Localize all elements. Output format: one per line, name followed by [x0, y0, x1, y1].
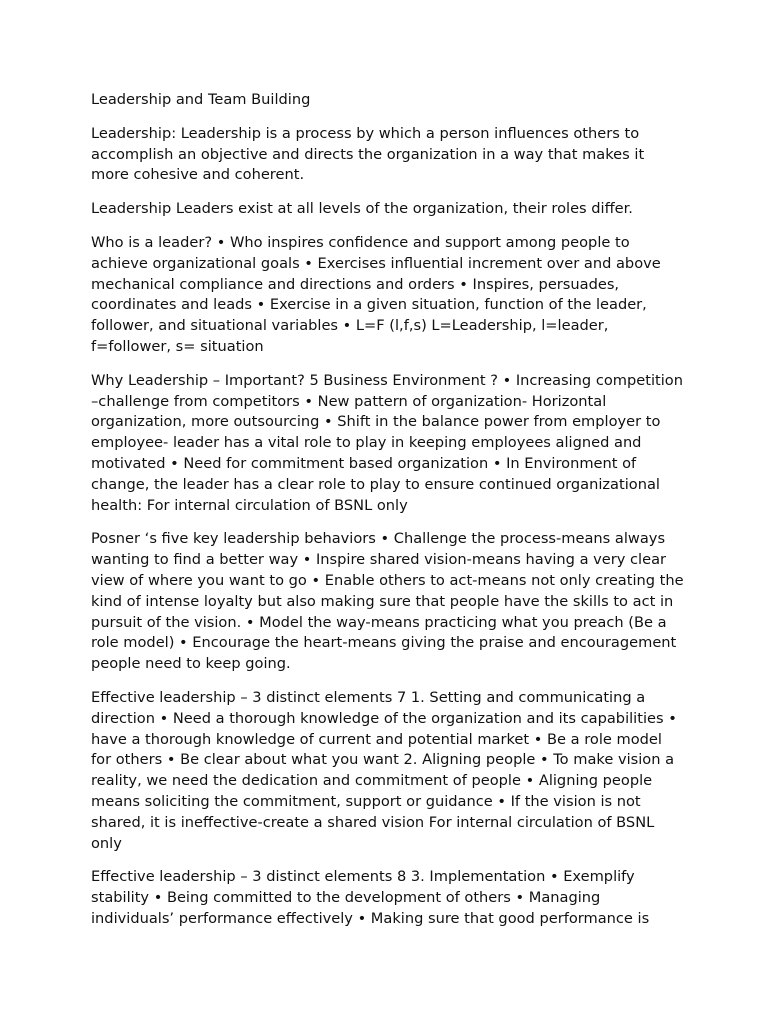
document-title: Leadership and Team Building — [91, 91, 311, 108]
document-page — [91, 90, 686, 943]
paragraph-why-leadership: Why Leadership – Important? 5 Business Environment ? • Increasing competition –challenge from competitors • New pattern of organization- Horizontal organization, more outsourcing • Shift in the balance power from employer to employee- leader has a vital role to play in keeping employees aligned and motivated • Need for commitment based organization • In Environment of change, the leader has a clear role to play to ensure continued organizational health: For internal circulation of BSNL only — [91, 371, 683, 514]
paragraph-effective-leadership-2: Effective leadership – 3 distinct elements 8 3. Implementation • Exemplify stability • Being committed to the development of others • Managing individuals’ performance effectively • Making sure that good performance is — [91, 868, 650, 927]
paragraph-effective-leadership-1: Effective leadership – 3 distinct elements 7 1. Setting and communicating a direction • Need a thorough knowledge of the organization and its capabilities • have a thorough knowledge of current and potential market • Be a role model for others • Be clear about what you want 2. Aligning people • To make vision a reality, we need the dedication and commitment of people • Aligning people means soliciting the commitment, support or guidance • If the vision is not shared, it is ineffective-create a shared vision For internal circulation of BSNL only — [91, 688, 677, 852]
paragraph-who-is-leader: Who is a leader? • Who inspires confidence and support among people to achieve organizational goals • Exercises influential increment over and above mechanical compliance and directions and orders • Inspires, persuades, coordinates and leads • Exercise in a given situation, function of the leader, follower, and situational variables • L=F (l,f,s) L=Leadership, l=leader, f=follower, s= situation — [91, 233, 661, 355]
paragraph-leaders-levels: Leadership Leaders exist at all levels of the organization, their roles differ. — [91, 200, 633, 218]
paragraph-leadership-definition: Leadership: Leadership is a process by which a person influences others to accomplish an objective and directs the organization in a way that makes it more cohesive and coherent. — [91, 124, 645, 184]
paragraph-posner-behaviors: Posner ‘s five key leadership behaviors • Challenge the process-means always wanting to find a better way • Inspire shared vision-means having a very clear view of where you want to go • Enable others to act-means not only creating the kind of intense loyalty but also making sure that people have the skills to act in pursuit of the vision. • Model the way-means practicing what you preach (Be a role model) • Encourage the heart-means giving the praise and encouragement people need to keep going. — [91, 530, 684, 673]
